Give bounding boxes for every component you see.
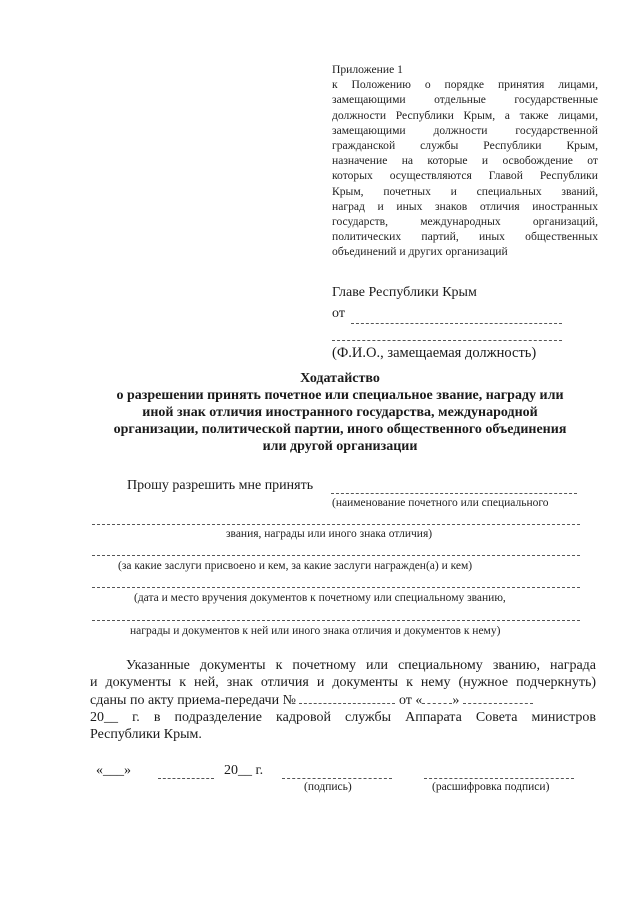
signature-decode-caption: (расшифровка подписи) <box>432 781 550 793</box>
appendix-line: которых осуществляются Главой Республики <box>332 169 598 183</box>
title-line: иной знак отличия иностранного государства, международной <box>142 405 538 420</box>
request-blank-5[interactable] <box>92 619 580 621</box>
appendix-line: Приложение 1 <box>332 63 403 76</box>
appendix-line: государств, международных организаций, <box>332 215 598 229</box>
body-line: Указанные документы к почетному или специальному званию, награда <box>126 658 596 673</box>
request-caption-4: (дата и место вручения документов к почетному или специальному званию, <box>134 592 506 604</box>
act-month-blank[interactable] <box>463 691 533 704</box>
request-blank-2[interactable] <box>92 523 580 525</box>
request-blank-3[interactable] <box>92 554 580 556</box>
signature-caption: (подпись) <box>304 781 352 793</box>
addressee-from-blank[interactable] <box>351 309 562 324</box>
request-caption-3: (за какие заслуги присвоено и кем, за какие заслуги награжден(а) и кем) <box>118 560 473 572</box>
addressee-block <box>332 282 562 362</box>
signature-year: 20__ г. <box>224 763 264 778</box>
appendix-line: замещающими отдельные государственные <box>332 93 598 107</box>
title-line: о разрешении принять почетное или специальное звание, награду или <box>116 388 564 403</box>
appendix-line: гражданской службы Республики Крым, <box>332 139 598 153</box>
signature-month-blank[interactable] <box>158 777 214 779</box>
body-line-act <box>90 691 596 709</box>
title-line: организации, политической партии, иного общественного объединения <box>113 422 567 437</box>
body-line: и документы к ней, знак отличия и документы к нему (нужное подчеркнуть) <box>90 675 596 690</box>
appendix-line: политических партий, иных общественных <box>332 230 598 244</box>
appendix-line: должности Республики Крым, а также лицами, <box>332 108 598 122</box>
signature-sign-blank[interactable] <box>282 777 392 779</box>
signature-decode-blank[interactable] <box>424 777 574 779</box>
addressee-to: Главе Республики Крым <box>332 285 477 300</box>
appendix-block <box>332 62 598 260</box>
appendix-line: к Положению о порядке принятия лицами, <box>332 78 598 92</box>
appendix-line: Крым, почетных и специальных званий, <box>332 184 598 198</box>
request-intro: Прошу разрешить мне принять <box>127 478 314 493</box>
body-act-label: сданы по акту приема-передачи № <box>90 693 296 708</box>
title-line: Ходатайство <box>300 371 380 386</box>
appendix-line: назначение на которые и освобождение от <box>332 154 598 168</box>
body-paragraph <box>90 657 596 743</box>
body-line: 20__ г. в подразделение кадровой службы Аппарата Совета министров <box>90 710 596 725</box>
addressee-hint: (Ф.И.О., замещаемая должность) <box>332 345 537 361</box>
addressee-from-row <box>332 304 562 324</box>
request-caption-2: звания, награды или иного знака отличия) <box>226 528 433 540</box>
request-caption-1: (наименование почетного или специального <box>332 497 549 509</box>
body-line: Республики Крым. <box>90 727 202 742</box>
addressee-from-label: от <box>332 306 345 321</box>
appendix-line: наград и иных знаков отличия иностранных <box>332 199 598 213</box>
document-title <box>80 370 600 455</box>
body-act-from: от « <box>398 693 423 708</box>
body-act-close: » <box>452 693 460 708</box>
request-blank-4[interactable] <box>92 586 580 588</box>
act-day-blank[interactable] <box>422 691 452 704</box>
title-line: или другой организации <box>262 439 418 454</box>
act-number-blank[interactable] <box>299 691 395 704</box>
appendix-line: объединений и других организаций <box>332 245 508 259</box>
signature-date-day: «___» <box>96 763 131 778</box>
appendix-line: замещающими должности государственной <box>332 123 598 137</box>
request-caption-5: награды и документов к ней или иного знака отличия и документов к нему) <box>130 625 501 637</box>
addressee-blank-line[interactable] <box>332 326 562 341</box>
request-title-blank[interactable] <box>331 492 577 494</box>
